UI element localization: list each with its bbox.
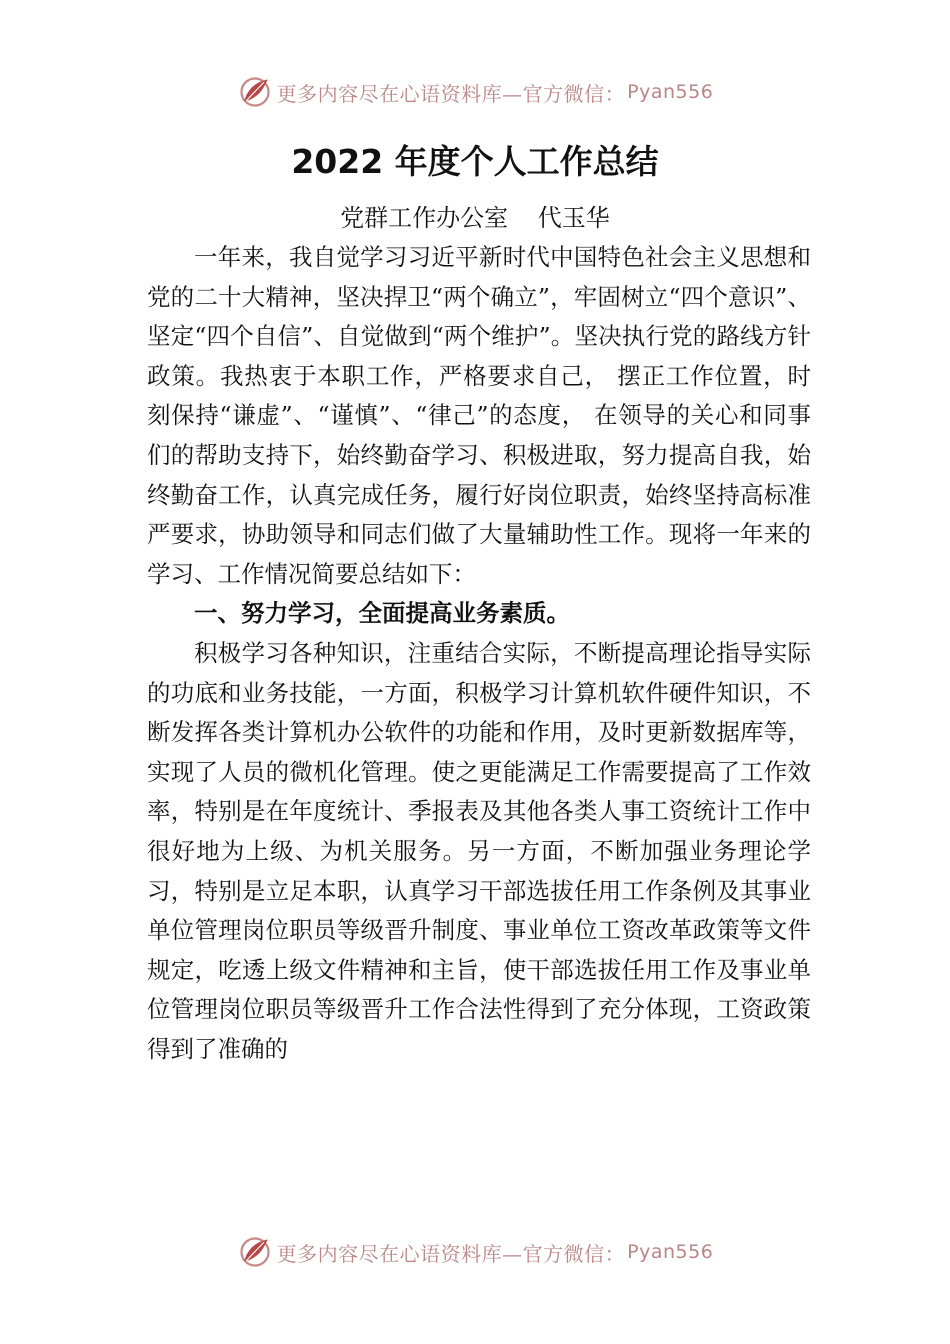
watermark-banner-bottom: [0, 1232, 950, 1272]
leaf-logo-icon: [237, 1234, 273, 1270]
document-title: 2022 年度个人工作总结: [291, 142, 659, 181]
section-paragraph-1: 积极学习各种知识，注重结合实际，不断提高理论指导实际的功底和业务技能，一方面，积极学习计算机软件硬件知识，不断发挥各类计算机办公软件的功能和作用，及时更新数据库等，实现了人员的微机化管理。使之更能满足工作需要提高了工作效率，特别是在年度统计、季报表及其他各类人事工资统计工作中很好地为上级、为机关服务。另一方面，不断加强业务理论学习，特别是立足本职，认真学习干部选拔任用工作条例及其事业单位管理岗位职员等级晋升制度、事业单位工资改革政策等文件规定，吃透上级文件精神和主旨，使干部选拔任用工作及事业单位管理岗位职员等级晋升工作合法性得到了充分体现，工资政策得到了准确的: [147, 638, 811, 1063]
section-heading-1: 一、努力学习，全面提高业务素质。: [194, 599, 570, 628]
watermark-banner-top: [0, 72, 950, 112]
document-body: [147, 238, 811, 1069]
leaf-logo-icon: [237, 74, 273, 110]
author-line: 党群工作办公室 代玉华: [340, 204, 610, 232]
watermark-text: 更多内容尽在心语资料库—官方微信：: [276, 1241, 626, 1266]
watermark-account: Pyan556: [627, 1241, 714, 1263]
intro-paragraph: 一年来，我自觉学习习近平新时代中国特色社会主义思想和党的二十大精神，坚决捍卫“两个确立”，牢固树立“四个意识”、坚定“四个自信”、自觉做到“两个维护”。坚决执行党的路线方针政策。我热衷于本职工作，严格要求自己， 摆正工作位置，时刻保持“谦虚”、“谨慎”、“律己”的态度， 在领导的关心和同事们的帮助支持下，始终勤奋学习、积极进取，努力提高自我，始终勤奋工作，认真完成任务，履行好岗位职责，始终坚持高标准严要求，协助领导和同志们做了大量辅助性工作。现将一年来的学习、工作情况简要总结如下：: [147, 243, 811, 588]
watermark-text: 更多内容尽在心语资料库—官方微信：: [276, 81, 626, 106]
watermark-account: Pyan556: [627, 81, 714, 103]
